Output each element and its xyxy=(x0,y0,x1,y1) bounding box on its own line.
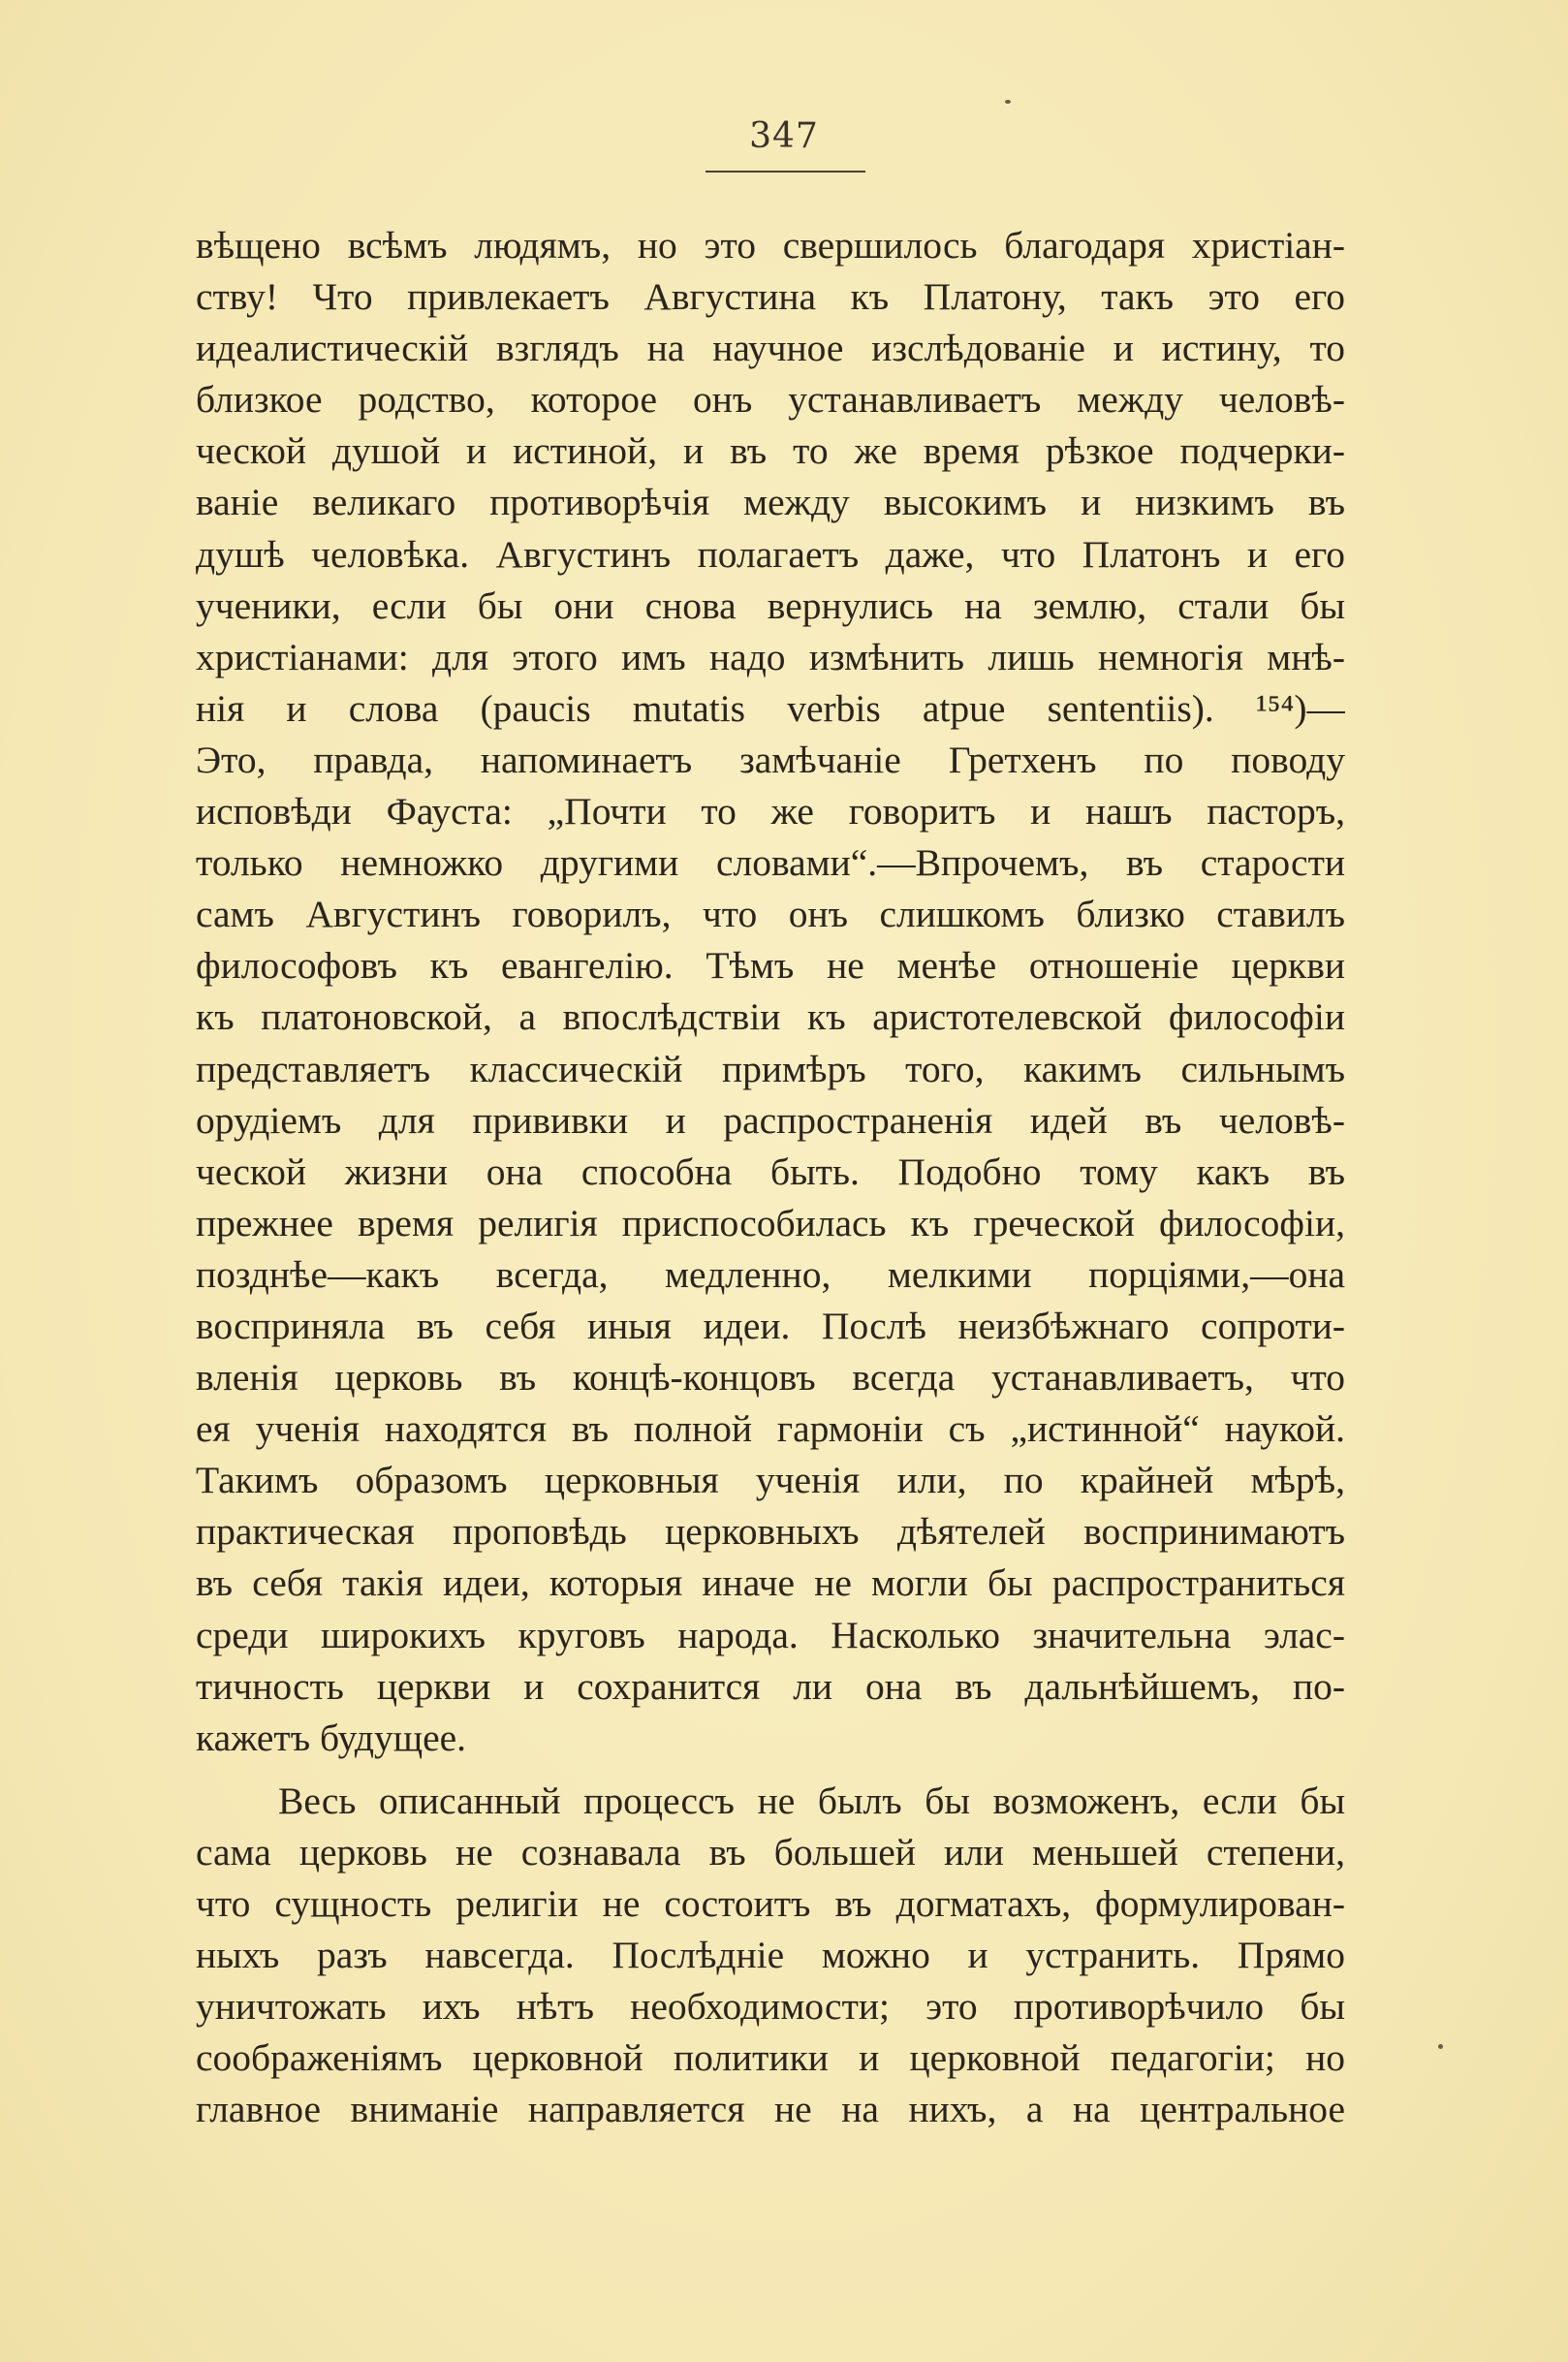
text-line: ству! Что привлекаетъ Августина къ Платону, такъ это его xyxy=(196,275,1345,319)
text-line: что сущность религіи не состоитъ въ догматахъ, формулирован- xyxy=(196,1882,1345,1925)
text-line: Такимъ образомъ церковныя ученія или, по крайней мѣрѣ, xyxy=(196,1459,1345,1502)
text-line: прежнее время религія приспособилась къ греческой философіи, xyxy=(196,1201,1345,1244)
text-line: нія и слова (paucis mutatis verbis atpue sententiis). ¹⁵⁴)— xyxy=(196,686,1345,730)
text-line: главное вниманіе направляется не на нихъ, а на центральное xyxy=(196,2088,1345,2131)
text-line: Весь описанный процессъ не былъ бы возможенъ, если бы xyxy=(278,1779,1345,1822)
text-line: только немножко другими словами“.—Впрочемъ, въ старости xyxy=(196,841,1345,885)
text-line: христіанами: для этого имъ надо измѣнить лишь немногія мнѣ- xyxy=(196,635,1345,678)
text-line: сама церковь не сознавала въ большей или меньшей степени, xyxy=(196,1830,1345,1874)
text-line: представляетъ классическій примѣръ того, какимъ сильнымъ xyxy=(196,1047,1345,1090)
paragraph-1 xyxy=(196,220,1345,1764)
text-line: близкое родство, которое онъ устанавливаетъ между человѣ- xyxy=(196,378,1345,422)
text-line: кажетъ будущее. xyxy=(196,1716,467,1759)
text-line: къ платоновской, а впослѣдствіи къ аристотелевской философіи xyxy=(196,995,1345,1039)
header-rule xyxy=(706,171,865,173)
text-line: философовъ къ евангелію. Тѣмъ не менѣе отношеніе церкви xyxy=(196,944,1345,988)
text-line: уничтожать ихъ нѣтъ необходимости; это противорѣчило бы xyxy=(196,1985,1345,2029)
text-line: ваніе великаго противорѣчія между высокимъ и низкимъ въ xyxy=(196,481,1345,524)
body-text xyxy=(196,220,1345,2135)
text-line: орудіемъ для прививки и распространенія идей въ человѣ- xyxy=(196,1098,1345,1142)
paper-speck xyxy=(1005,100,1011,104)
paragraph-gap xyxy=(196,1764,1345,1776)
text-line: восприняла въ себя иныя идеи. Послѣ неизбѣжнаго сопроти- xyxy=(196,1304,1345,1347)
text-line: практическая проповѣдь церковныхъ дѣятелей воспринимаютъ xyxy=(196,1510,1345,1554)
text-line: ея ученія находятся въ полной гармоніи съ „истинной“ наукой. xyxy=(196,1407,1345,1451)
text-line: въ себя такія идеи, которыя иначе не могли бы распространиться xyxy=(196,1561,1345,1605)
text-line: среди широкихъ круговъ народа. Насколько значительна элас- xyxy=(196,1613,1345,1656)
text-line: Это, правда, напоминаетъ замѣчаніе Гретхенъ по поводу xyxy=(196,738,1345,781)
paragraph-2 xyxy=(196,1776,1345,2136)
paper-speck xyxy=(1438,2044,1443,2049)
text-line: ныхъ разъ навсегда. Послѣдніе можно и устранить. Прямо xyxy=(196,1934,1345,1977)
page-number: 347 xyxy=(749,116,819,156)
text-line: позднѣе—какъ всегда, медленно, мелкими порціями,—она xyxy=(196,1252,1345,1296)
text-line: исповѣди Фауста: „Почти то же говоритъ и нашъ пасторъ, xyxy=(196,790,1345,834)
text-line: ческой душой и истиной, и въ то же время рѣзкое подчерки- xyxy=(196,429,1345,473)
text-line: вѣщено всѣмъ людямъ, но это свершилось благодаря христіан- xyxy=(196,224,1345,267)
text-line: ученики, если бы они снова вернулись на землю, стали бы xyxy=(196,583,1345,627)
text-line: душѣ человѣка. Августинъ полагаетъ даже, что Платонъ и его xyxy=(196,532,1345,576)
text-line: идеалистическій взглядъ на научное изслѣдованіе и истину, то xyxy=(196,327,1345,370)
text-line: тичность церкви и сохранится ли она въ дальнѣйшемъ, по- xyxy=(196,1664,1345,1708)
text-line: вленія церковь въ концѣ-концовъ всегда устанавливаетъ, что xyxy=(196,1356,1345,1400)
text-line: соображеніямъ церковной политики и церковной педагогіи; но xyxy=(196,2036,1345,2080)
text-line: ческой жизни она способна быть. Подобно тому какъ въ xyxy=(196,1150,1345,1193)
text-line: самъ Августинъ говорилъ, что онъ слишкомъ близко ставилъ xyxy=(196,893,1345,936)
